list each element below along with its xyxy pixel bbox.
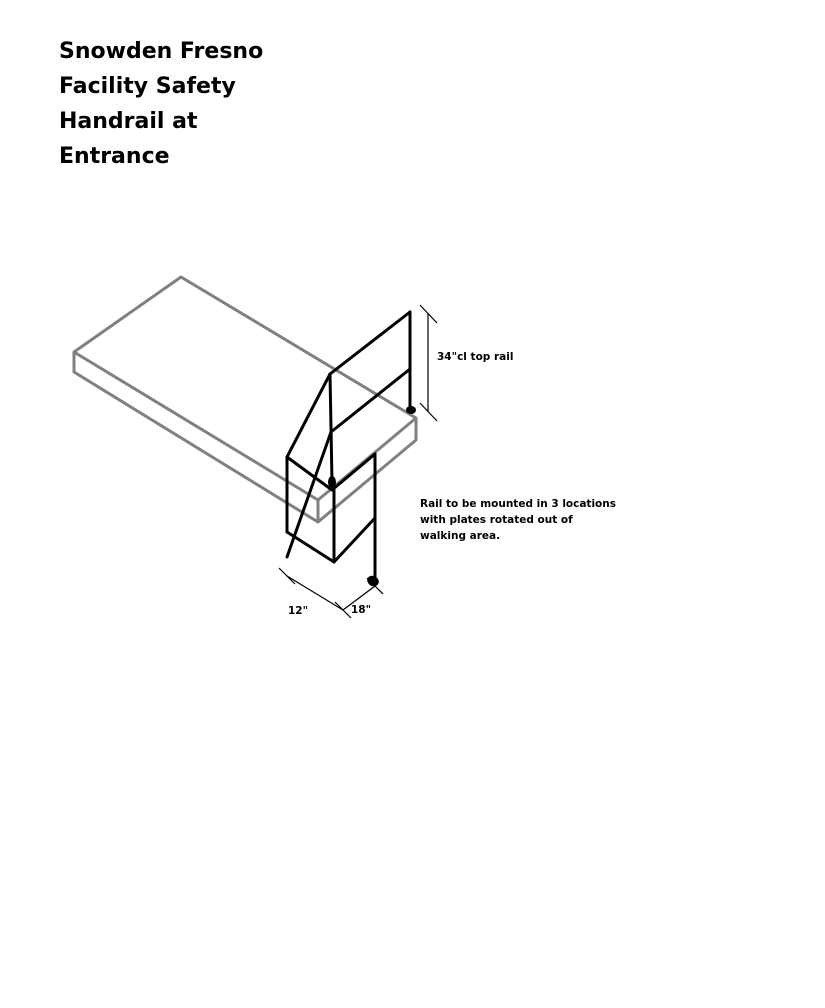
mount-plate-front [365, 574, 380, 589]
title-line-1: Snowden Fresno [59, 39, 264, 64]
mount-note-line-2: with plates rotated out of [420, 514, 573, 526]
entrance-slab [74, 277, 416, 522]
mount-plate-rear [406, 406, 416, 414]
title-line-3: Handrail at [59, 109, 198, 134]
slab-top-face [74, 277, 416, 500]
dim-12-label: 12" [288, 605, 309, 617]
mount-plate-corner [328, 476, 336, 488]
height-label: 34"cl top rail [437, 351, 514, 363]
mount-plates [328, 406, 416, 588]
mount-note-line-3: walking area. [420, 530, 501, 542]
return-rail-lower [287, 518, 375, 562]
height-dimension [420, 305, 437, 421]
dim-18-label: 18" [351, 604, 372, 616]
mount-note-line-1: Rail to be mounted in 3 locations [420, 498, 616, 510]
title-line-4: Entrance [59, 144, 170, 169]
top-rail [330, 312, 410, 374]
dim-tick-left [279, 568, 295, 584]
title-line-2: Facility Safety [59, 74, 236, 99]
mid-rail [331, 369, 410, 432]
slab-front-edge [74, 352, 318, 522]
corner-post [330, 374, 332, 482]
mount-note [420, 498, 616, 542]
sloped-top-rail [287, 374, 330, 457]
dim-tick-middle [335, 602, 351, 618]
